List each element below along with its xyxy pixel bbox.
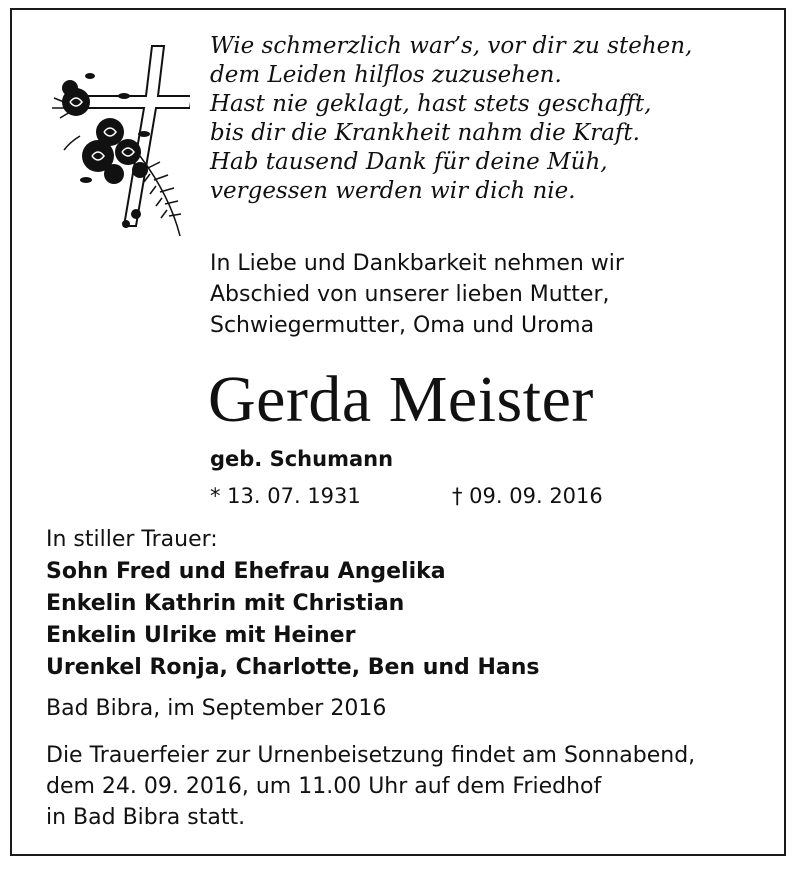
poem-line: vergessen werden wir dich nie. <box>210 178 576 204</box>
poem <box>210 32 770 206</box>
mourner-entry: Urenkel Ronja, Charlotte, Ben und Hans <box>46 655 540 680</box>
mourners-heading: In stiller Trauer: <box>46 527 218 552</box>
mourner-entry: Sohn Fred und Ehefrau Angelika <box>46 559 446 584</box>
service-line: in Bad Bibra statt. <box>46 805 246 830</box>
mourners <box>46 524 539 684</box>
birth-date: * 13. 07. 1931 <box>210 484 361 508</box>
obituary-notice <box>10 8 786 856</box>
service-line: Die Trauerfeier zur Urnenbeisetzung findet am Sonnabend, <box>46 743 696 768</box>
poem-line: dem Leiden hilflos zuzusehen. <box>210 62 562 88</box>
intro-line: In Liebe und Dankbarkeit nehmen wir <box>210 251 624 276</box>
service-line: dem 24. 09. 2016, um 11.00 Uhr auf dem Friedhof <box>46 774 602 799</box>
poem-line: bis dir die Krankheit nahm die Kraft. <box>210 120 640 146</box>
deceased-name: Gerda Meister <box>208 363 594 436</box>
mourner-entry: Enkelin Ulrike mit Heiner <box>46 623 356 648</box>
poem-line: Hast nie geklagt, hast stets geschafft, <box>210 91 652 117</box>
maiden-name: geb. Schumann <box>210 447 394 471</box>
cross-with-roses-icon <box>40 36 190 236</box>
intro-line: Abschied von unserer lieben Mutter, <box>210 282 610 307</box>
poem-line: Wie schmerzlich war’s, vor dir zu stehen, <box>210 33 693 59</box>
intro-line: Schwiegermutter, Oma und Uroma <box>210 313 595 338</box>
intro-text <box>210 248 770 341</box>
death-date: † 09. 09. 2016 <box>452 484 603 508</box>
mourner-entry: Enkelin Kathrin mit Christian <box>46 591 405 616</box>
service-info <box>46 740 776 833</box>
place-and-date: Bad Bibra, im September 2016 <box>46 696 387 721</box>
poem-line: Hab tausend Dank für deine Müh, <box>210 149 608 175</box>
